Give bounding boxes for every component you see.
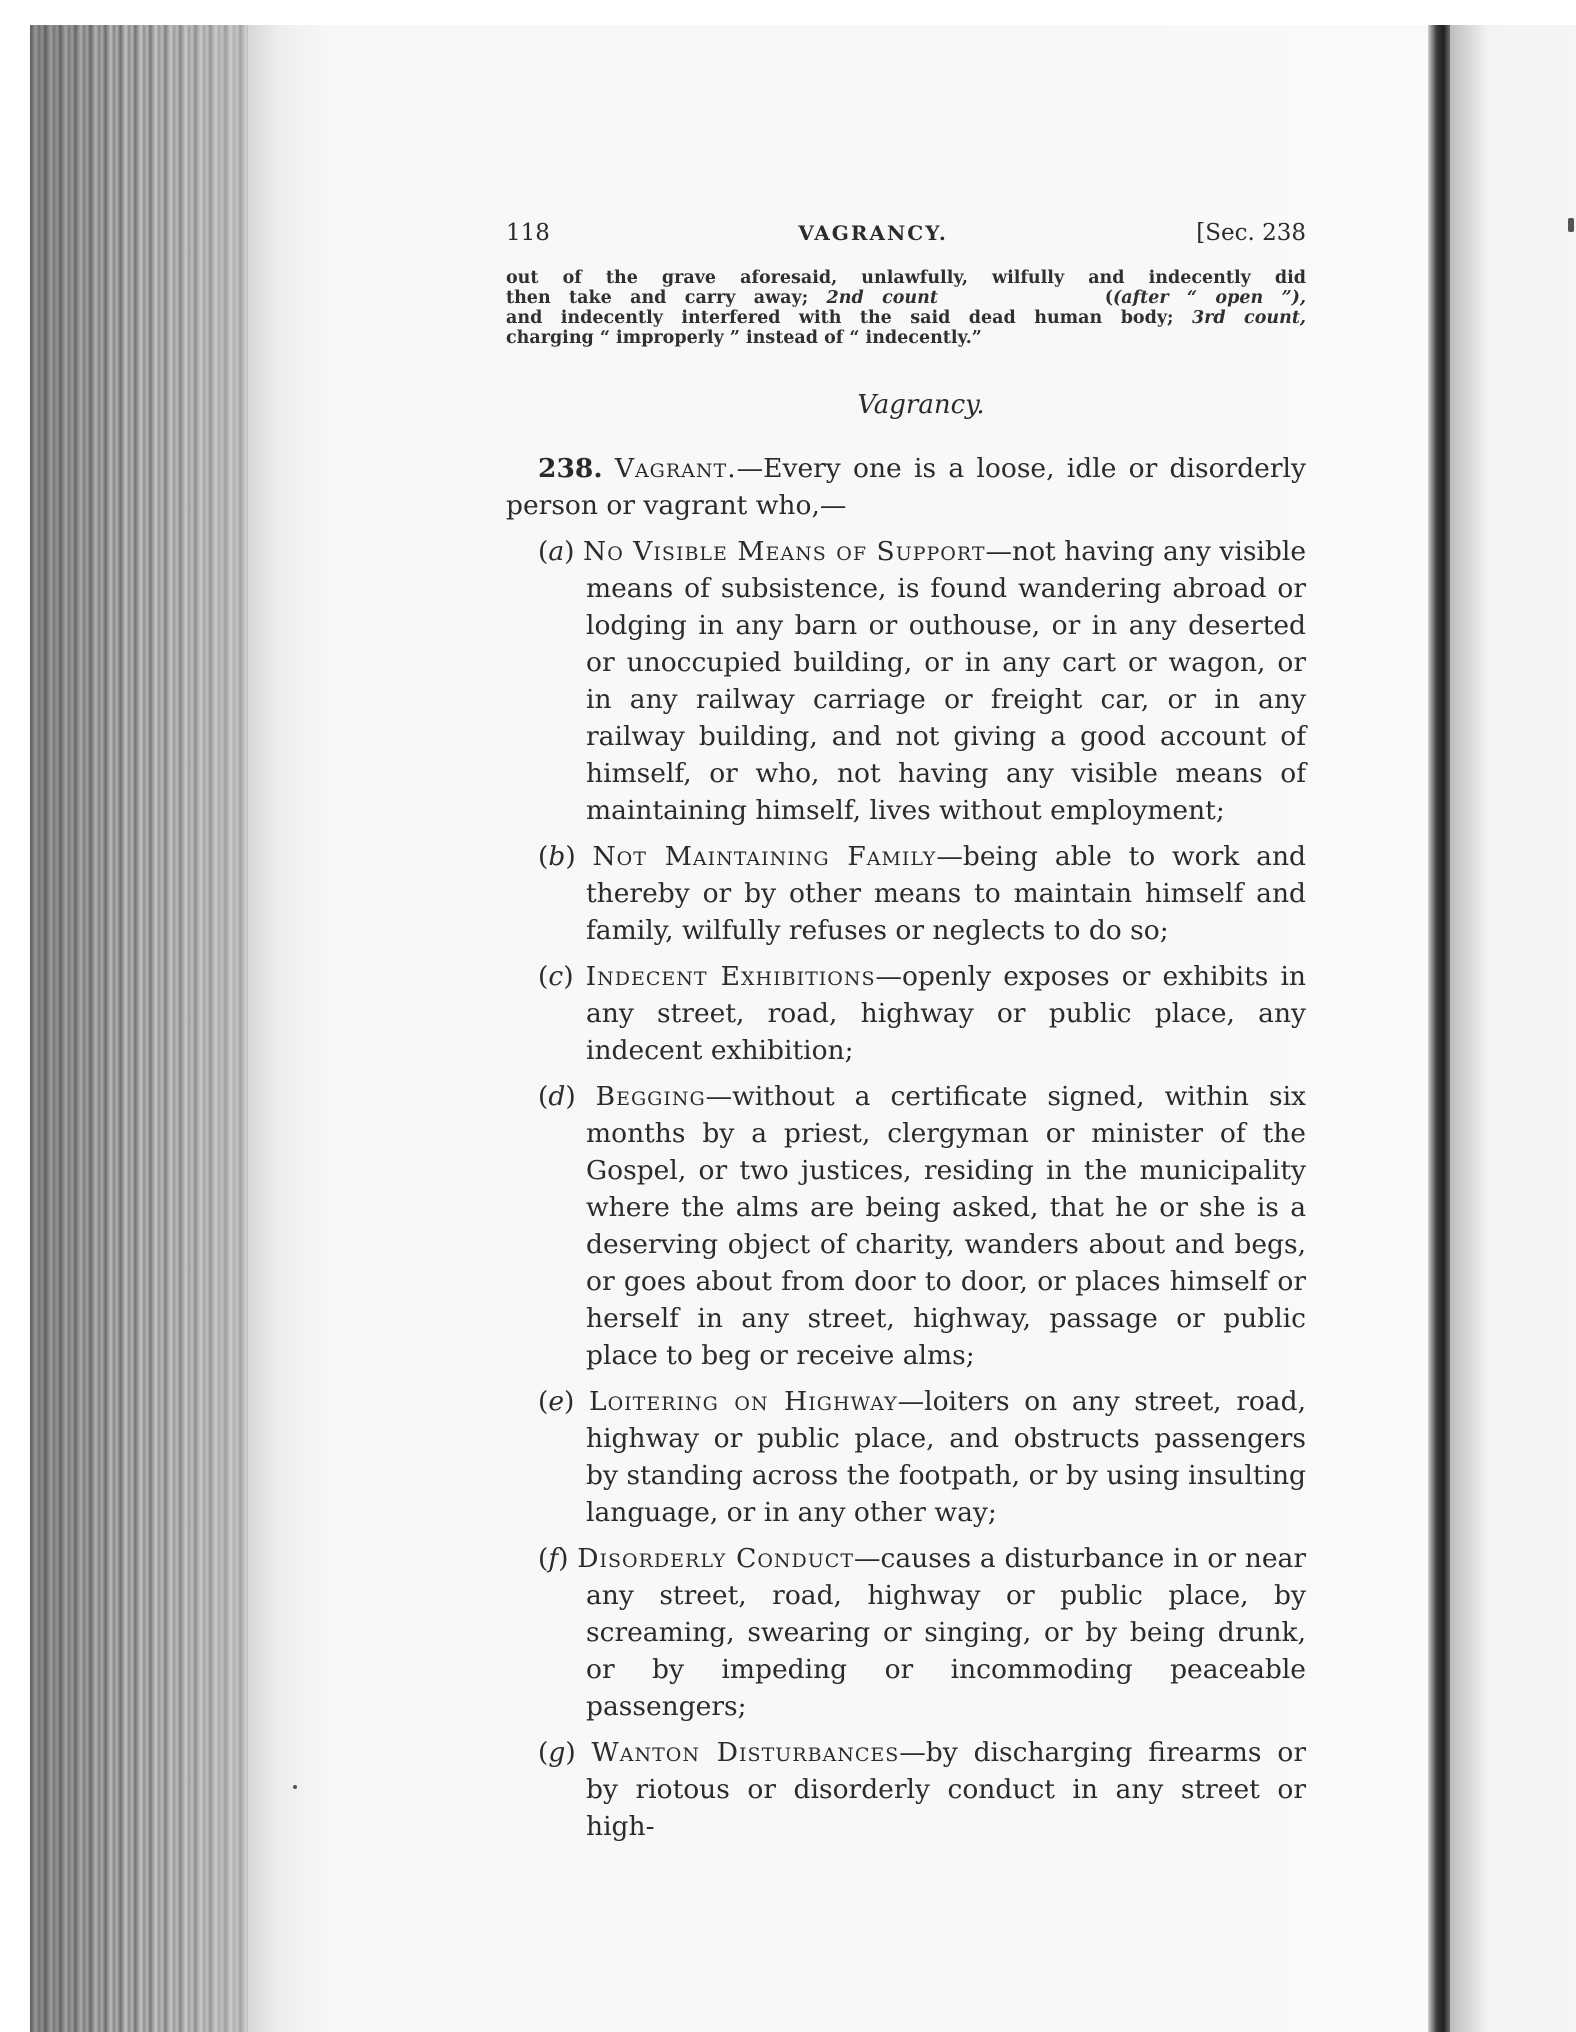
facing-page-edge: [1450, 25, 1576, 2032]
clause-list: [506, 533, 1306, 1845]
smallprint-line: charging “ improperly ” instead of “ indecently.”: [506, 328, 982, 348]
section-number: 238.: [538, 453, 603, 484]
page-number: 118: [506, 220, 550, 246]
running-head: [506, 220, 1306, 254]
clause-f: (f) Disorderly Conduct—causes a disturbance in or near any street, road, highway or public place, by screaming, swearing or singing, or by being drunk, or by impeding or incommoding peaceable passengers;: [538, 1543, 1306, 1722]
clause-letter: f: [548, 1543, 559, 1574]
clause-text: —causes a disturbance in or near any street, road, highway or public place, by screaming, swearing or singing, or by being drunk, or by impeding or incommoding peaceable passengers;: [586, 1543, 1306, 1722]
section-subheading: Vagrancy.: [857, 390, 985, 420]
clause-heading: Begging: [595, 1081, 706, 1112]
clause-letter: e: [548, 1386, 565, 1417]
clause-heading: No Visible Means of Support: [583, 536, 986, 567]
running-title: VAGRANCY.: [798, 221, 948, 245]
clause-e: (e) Loitering on Highway—loiters on any street, road, highway or public place, and obstructs passengers by standing across the footpath, or by using insulting language, or in any other way;: [538, 1386, 1306, 1528]
clause-b: (b) Not Maintaining Family—being able to work and thereby or by other means to maintain himself and family, wilfully refuses or neglects to do so;: [538, 841, 1307, 946]
clause-heading: Not Maintaining Family: [592, 841, 937, 872]
clause-text: —not having any visible means of subsistence, is found wandering abroad or lodging in any barn or outhouse, or in any deserted or unoccupied building, or in any cart or wagon, or in any railway carriage or freight car, or in any railway building, and not giving a good account of himself, or who, not having any visible means of maintaining himself, lives without employment;: [586, 536, 1307, 826]
clause-letter: g: [548, 1737, 566, 1768]
clause-text: —without a certificate signed, within six months by a priest, clergyman or minister of the Gospel, or two justices, residing in the municipality where the alms are being asked, that he or she is a deserving object of charity, wanders about and begs, or goes about from door to door, or places himself or herself in any street, highway, passage or public place to beg or receive alms;: [586, 1081, 1306, 1371]
clause-heading: Disorderly Conduct: [577, 1543, 855, 1574]
smallprint-line: out of the grave aforesaid, unlawfully, wilfully and indecently did: [506, 268, 1306, 288]
clause-text: —being able to work and thereby or by other means to maintain himself and family, wilfully refuses or neglects to do so;: [586, 841, 1307, 946]
clause-a: (a) No Visible Means of Support—not having any visible means of subsistence, is found wandering abroad or lodging in any barn or outhouse, or in any deserted or unoccupied building, or in any cart or wagon, or in any railway carriage or freight car, or in any railway building, and not giving a good account of himself, or who, not having any visible means of maintaining himself, lives without employment;: [538, 536, 1307, 826]
book-gutter: [1428, 25, 1450, 2032]
clause-letter: d: [548, 1081, 566, 1112]
indictment-form-continuation: [506, 268, 1306, 348]
smallprint-line: and indecently interfered with the said dead human body; 3rd count,: [506, 308, 1306, 328]
clause-text: —by discharging firearms or by riotous or disorderly conduct in any street or high-: [586, 1737, 1306, 1842]
clause-text: —openly exposes or exhibits in any street, road, highway or public place, any indecent exhibition;: [586, 961, 1306, 1066]
section-heading: Vagrant.: [614, 453, 737, 484]
clause-d: (d) Begging—without a certificate signed, within six months by a priest, clergyman or minister of the Gospel, or two justices, residing in the municipality where the alms are being asked, that he or she is a deserving object of charity, wanders about and begs, or goes about from door to door, or places himself or herself in any street, highway, passage or public place to beg or receive alms;: [538, 1081, 1306, 1371]
book-page-stack: [30, 25, 248, 2032]
clause-heading: Loitering on Highway: [588, 1386, 898, 1417]
clause-letter: c: [548, 961, 564, 992]
clause-c: (c) Indecent Exhibitions—openly exposes or exhibits in any street, road, highway or public place, any indecent exhibition;: [538, 961, 1306, 1066]
smallprint-line: then take and carry away; 2nd count ((after “ open ”),: [506, 288, 1307, 308]
section-body: [506, 450, 1306, 1845]
clause-letter: a: [548, 536, 565, 567]
clause-letter: b: [548, 841, 566, 872]
clause-text: —loiters on any street, road, highway or public place, and obstructs passengers by standing across the footpath, or by using insulting language, or in any other way;: [586, 1386, 1306, 1528]
page-content: [506, 220, 1306, 1854]
section-intro: [506, 450, 1306, 524]
clause-g: (g) Wanton Disturbances—by discharging firearms or by riotous or disorderly conduct in any street or high-: [538, 1737, 1306, 1842]
facing-page-mark: [1568, 218, 1574, 232]
clause-heading: Indecent Exhibitions: [585, 961, 876, 992]
clause-heading: Wanton Disturbances: [591, 1737, 900, 1768]
section-reference: [Sec. 238: [1196, 220, 1306, 246]
paper-speck: [293, 1785, 297, 1789]
section-intro-text: —Every one is a loose, idle or disorderly person or vagrant who,—: [506, 453, 1306, 521]
